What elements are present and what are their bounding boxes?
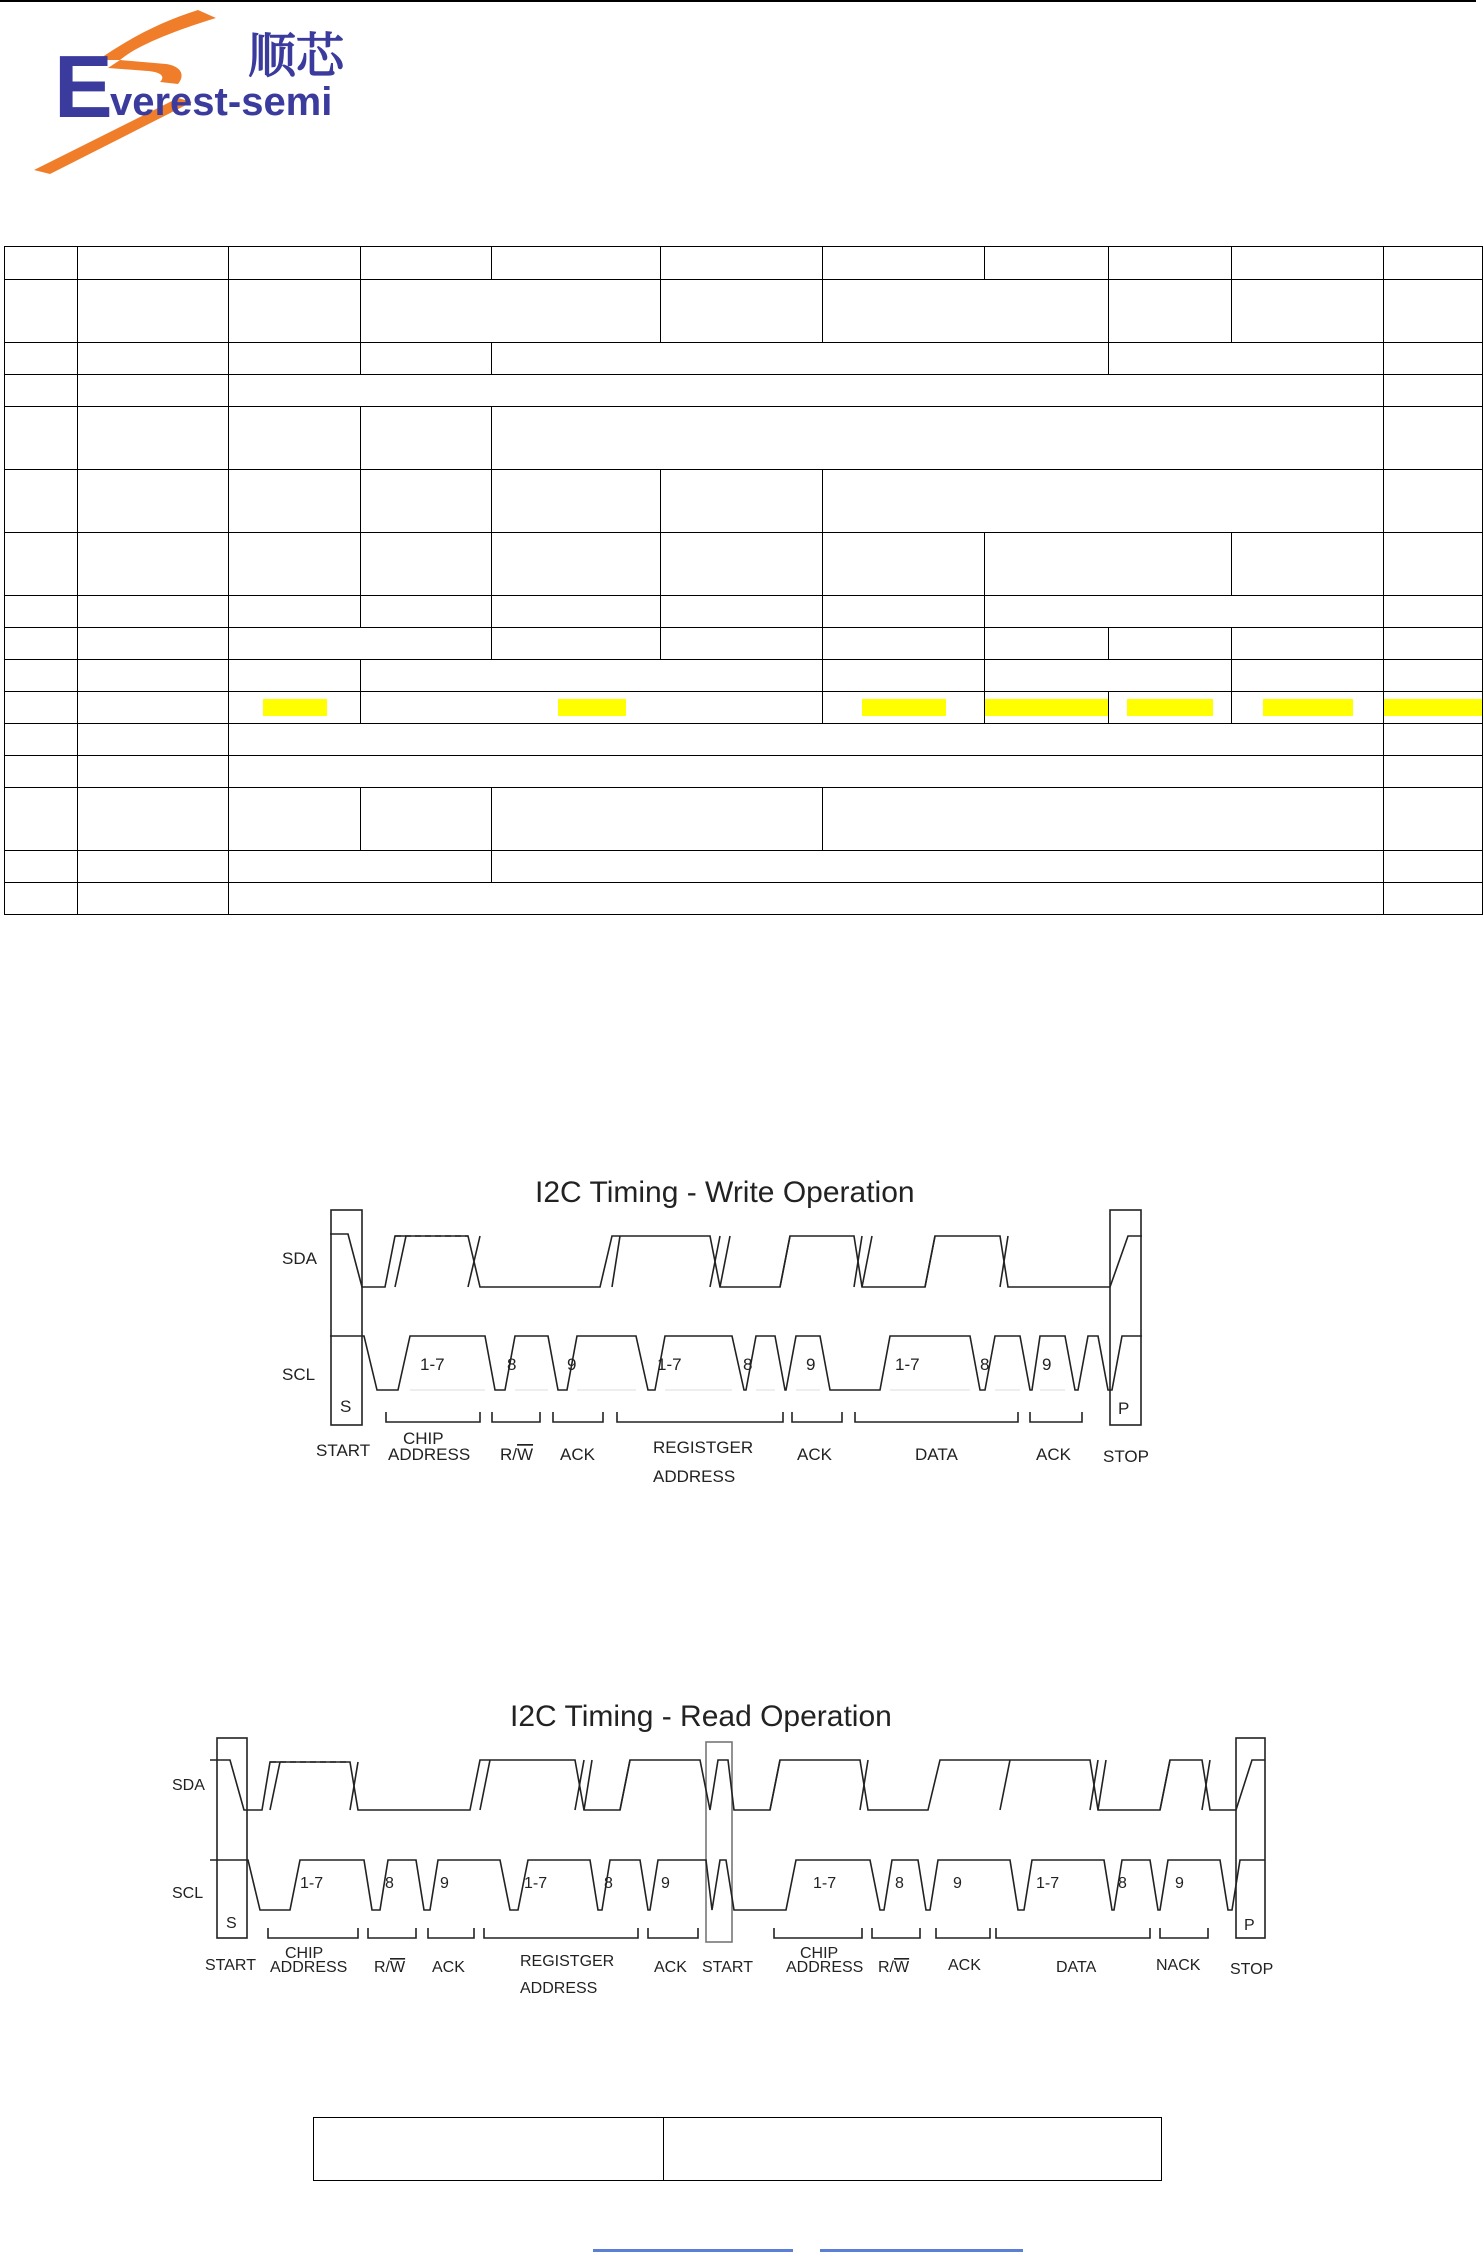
- small-table: [313, 2117, 1162, 2181]
- start-marker: S: [340, 1397, 352, 1416]
- scl-waveform: [330, 1336, 1142, 1390]
- table-row: [5, 596, 1483, 628]
- table-row: [5, 851, 1483, 883]
- table-row: [5, 470, 1483, 533]
- start-marker: S: [226, 1915, 237, 1932]
- table-row: [5, 280, 1483, 343]
- table-row: [5, 756, 1483, 788]
- bit-label: 8: [1118, 1875, 1127, 1892]
- logo-text: verest-semi: [110, 80, 333, 124]
- phase-register: REGISTGER: [520, 1953, 615, 1970]
- bit-label: 9: [1042, 1355, 1052, 1374]
- phase-ack: ACK: [1036, 1445, 1071, 1464]
- phase-ack: ACK: [654, 1959, 687, 1976]
- highlight-marker: [1127, 699, 1213, 716]
- link-underline[interactable]: [820, 2249, 1023, 2252]
- logo: [20, 2, 370, 177]
- link-underline[interactable]: [593, 2249, 793, 2252]
- highlight-marker: [985, 699, 1109, 716]
- bit-label: 9: [661, 1875, 670, 1892]
- phase-chip: CHIP: [403, 1429, 444, 1448]
- restart-box: [706, 1742, 732, 1942]
- phase-nack: NACK: [1156, 1957, 1201, 1974]
- table-row: [5, 883, 1483, 915]
- phase-register-address: ADDRESS: [653, 1467, 736, 1486]
- table-row: [5, 628, 1483, 660]
- bit-label: 8: [743, 1355, 753, 1374]
- table-row: [5, 375, 1483, 407]
- table-row: [5, 692, 1483, 724]
- phase-register-address: ADDRESS: [520, 1980, 598, 1997]
- phase-ack: ACK: [948, 1957, 981, 1974]
- table-row: [5, 343, 1483, 375]
- phase-ack: ACK: [797, 1445, 832, 1464]
- bit-label: 1-7: [657, 1355, 682, 1374]
- bit-label: 9: [806, 1355, 816, 1374]
- highlight-marker: [1384, 699, 1482, 716]
- bit-label: 9: [440, 1875, 449, 1892]
- stop-box: [1236, 1738, 1265, 1938]
- phase-chip: CHIP: [285, 1945, 324, 1962]
- stop-marker: P: [1244, 1917, 1255, 1934]
- bit-label: 8: [980, 1355, 990, 1374]
- table-row: [5, 724, 1483, 756]
- phase-ack: ACK: [560, 1445, 595, 1464]
- sda-waveform: [330, 1234, 1142, 1287]
- phase-start: START: [316, 1441, 371, 1460]
- phase-rw: R/W: [500, 1445, 534, 1464]
- bit-label: 9: [1175, 1875, 1184, 1892]
- phase-address: ADDRESS: [270, 1959, 348, 1976]
- register-table: [4, 246, 1483, 915]
- bit-label: 8: [604, 1875, 613, 1892]
- phase-chip: CHIP: [800, 1945, 839, 1962]
- logo-cn: 顺芯: [248, 28, 345, 84]
- phase-data: DATA: [1056, 1959, 1097, 1976]
- phase-address: ADDRESS: [786, 1959, 864, 1976]
- phase-rw: R/W: [878, 1959, 910, 1976]
- bit-label: 1-7: [420, 1355, 445, 1374]
- bit-label: 8: [895, 1875, 904, 1892]
- logo-initial: E: [54, 37, 113, 136]
- sda-label: SDA: [172, 1777, 205, 1794]
- start-box: [331, 1210, 362, 1425]
- stop-marker: P: [1118, 1399, 1130, 1418]
- table-row: [5, 788, 1483, 851]
- phase-rw: R/W: [374, 1959, 406, 1976]
- bit-label: 1-7: [895, 1355, 920, 1374]
- bit-label: 9: [567, 1355, 577, 1374]
- phase-register: REGISTGER: [653, 1438, 754, 1457]
- table-row: [5, 407, 1483, 470]
- highlight-marker: [862, 699, 946, 716]
- sda-label: SDA: [282, 1249, 317, 1268]
- bit-label: 9: [953, 1875, 962, 1892]
- sda-waveform: [210, 1760, 1265, 1810]
- bit-label: 1-7: [1036, 1875, 1060, 1892]
- read-timing-diagram: [160, 1690, 1300, 2000]
- phase-stop: STOP: [1230, 1961, 1274, 1978]
- phase-stop: STOP: [1103, 1447, 1149, 1466]
- highlight-marker: [1263, 699, 1353, 716]
- bit-label: 1-7: [524, 1875, 548, 1892]
- phase-data: DATA: [915, 1445, 958, 1464]
- phase-address: ADDRESS: [388, 1445, 471, 1464]
- table-row: [5, 660, 1483, 692]
- bit-label: 8: [507, 1355, 517, 1374]
- bit-label: 1-7: [813, 1875, 837, 1892]
- write-title: I2C Timing - Write Operation: [535, 1176, 915, 1209]
- write-timing-diagram: [282, 1170, 1160, 1490]
- bit-label: 8: [385, 1875, 394, 1892]
- scl-label: SCL: [172, 1885, 204, 1902]
- scl-label: SCL: [282, 1365, 316, 1384]
- phase-ack: ACK: [432, 1959, 465, 1976]
- highlight-marker: [558, 699, 626, 716]
- table-row: [5, 247, 1483, 280]
- phase-start: START: [205, 1957, 256, 1974]
- phase-restart: START: [702, 1959, 753, 1976]
- bit-label: 1-7: [300, 1875, 324, 1892]
- scl-waveform: [210, 1860, 1265, 1910]
- table-row: [314, 2118, 1162, 2181]
- highlight-marker: [263, 699, 327, 716]
- table-row: [5, 533, 1483, 596]
- read-title: I2C Timing - Read Operation: [510, 1700, 892, 1733]
